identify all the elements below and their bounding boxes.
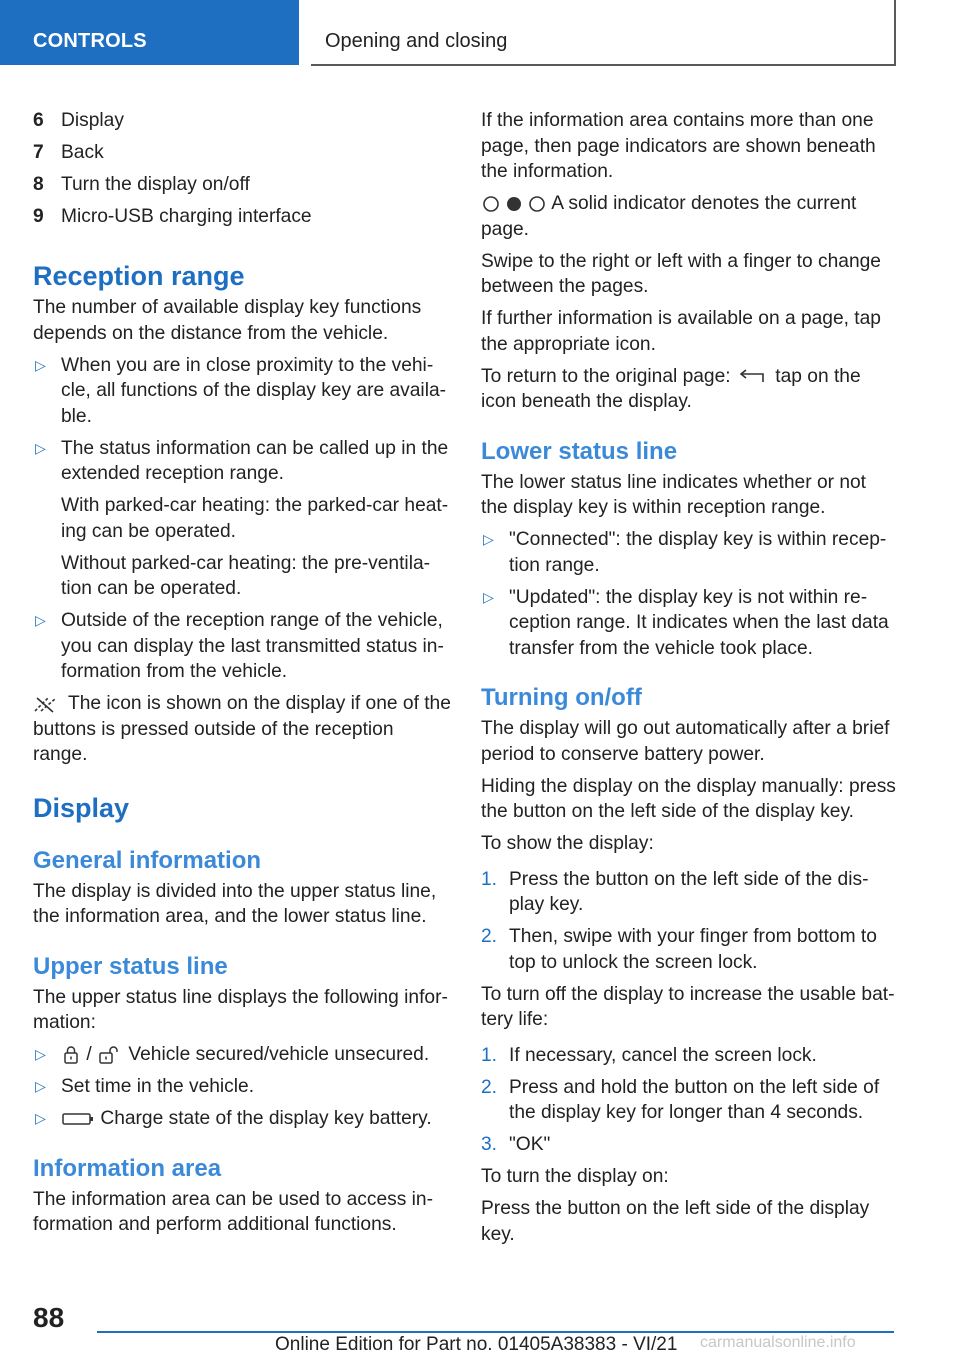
list-item: 2. Then, swipe with your finger from bottom to top to unlock the screen lock. <box>481 926 877 973</box>
bullet-item: ▷ "Connected": the display key is within reception range. <box>483 529 887 576</box>
paragraph: If the information area contains more than one page, then page indicators are shown beneath the information. <box>481 110 876 182</box>
watermark: carmanualsonline.info <box>700 1334 856 1351</box>
paragraph: With parked-car heating: the parked-car heating can be operated. <box>61 495 449 542</box>
list-item: 6 Display <box>33 110 124 131</box>
bullet-item: ▷ Set time in the vehicle. <box>33 1074 451 1100</box>
paragraph: The upper status line displays the following information: <box>33 986 448 1033</box>
heading-turning-on-off: Turning on/off <box>481 684 642 711</box>
header-section-tab <box>0 0 299 65</box>
paragraph: Swipe to the right or left with a finger to change between the pages. <box>481 250 881 297</box>
lock-open-icon <box>97 1045 123 1065</box>
heading-upper-status-line: Upper status line <box>33 952 228 980</box>
bullet-triangle-icon: ▷ <box>35 1110 46 1126</box>
header-section-title: CONTROLS <box>33 30 147 52</box>
paragraph: The display is divided into the upper status line, the information area, and the lower status line. <box>33 880 437 927</box>
paragraph: To turn the display on: <box>481 1166 669 1187</box>
header-chapter-tab <box>311 0 896 66</box>
bullet-item: ▷ The status information can be called up in the extended reception range. <box>35 437 449 484</box>
list-item: 1. Press the button on the left side of the display key. <box>481 868 869 915</box>
paragraph: If further information is available on a page, tap the appropriate icon. <box>481 308 881 355</box>
footer-edition: Online Edition for Part no. 01405A38383 - VI/21 <box>275 1334 678 1355</box>
bullet-triangle-icon: ▷ <box>483 588 494 605</box>
paragraph: The lower status line indicates whether or not the display key is within reception range. <box>481 471 867 518</box>
heading-general-information: General information <box>33 846 262 874</box>
lock-closed-icon <box>61 1045 81 1065</box>
paragraph: Hiding the display on the display manually: press the button on the left side of the display key. <box>481 775 896 822</box>
heading-reception-range: Reception range <box>33 261 245 291</box>
footer-divider <box>97 1331 894 1333</box>
bullet-triangle-icon: ▷ <box>35 1078 46 1094</box>
out-of-range-icon <box>33 695 63 713</box>
bullet-item: ▷ Outside of the reception range of the vehicle, you can display the last transmitted status information from the vehicle. <box>35 610 444 682</box>
list-item: 1. If necessary, cancel the screen lock. <box>481 1044 817 1066</box>
paragraph: The information area can be used to access information and perform additional functions. <box>33 1188 433 1235</box>
paragraph: The icon is shown on the display if one of the buttons is pressed outside of the reception range. <box>33 693 451 765</box>
bullet-triangle-icon: ▷ <box>483 531 494 547</box>
bullet-triangle-icon: ▷ <box>35 1046 46 1062</box>
list-item: 3. "OK" <box>481 1134 551 1155</box>
paragraph: To show the display: <box>481 833 654 854</box>
heading-lower-status-line: Lower status line <box>481 437 678 465</box>
bullet-item: ▷ Charge state of the display key battery. <box>33 1106 451 1132</box>
heading-display: Display <box>33 792 130 823</box>
header-chapter-title: Opening and closing <box>325 30 508 52</box>
list-item: 9 Micro-USB charging interface <box>33 206 312 227</box>
page-indicator-icon <box>481 194 547 214</box>
battery-icon <box>61 1111 95 1127</box>
paragraph: To return to the original page: tap on the icon beneath the display. <box>481 365 861 412</box>
paragraph: A solid indicator denotes the current page. <box>481 193 857 240</box>
right-column <box>481 108 897 1254</box>
bullet-triangle-icon: ▷ <box>35 439 46 456</box>
paragraph: The number of available display key functions depends on the distance from the vehicle. <box>33 297 422 344</box>
paragraph: Press the button on the left side of the display key. <box>481 1198 870 1245</box>
paragraph: To turn off the display to increase the usable battery life: <box>481 983 895 1030</box>
bullet-triangle-icon: ▷ <box>35 356 46 373</box>
back-arrow-icon <box>736 367 770 385</box>
bullet-item: ▷ "Updated": the display key is not within reception range. It indicates when the last data transfer from the vehicle took place. <box>483 586 889 659</box>
paragraph: Without parked-car heating: the pre-ventilation can be operated. <box>61 552 431 599</box>
left-column <box>33 108 451 1244</box>
list-item: 7 Back <box>33 142 104 163</box>
bullet-triangle-icon: ▷ <box>35 612 46 628</box>
bullet-item: ▷ When you are in close proximity to the vehicle, all functions of the display key are available. <box>35 354 447 427</box>
heading-information-area: Information area <box>33 1154 222 1182</box>
bullet-item: ▷ / Vehicle secured/vehicle unsecured. <box>33 1042 451 1068</box>
paragraph: The display will go out automatically after a brief period to conserve battery power. <box>481 718 890 765</box>
list-item: 2. Press and hold the button on the left side of the display key for longer than 4 seconds. <box>481 1076 880 1123</box>
list-item: 8 Turn the display on/off <box>33 174 250 195</box>
page-number: 88 <box>33 1302 65 1333</box>
